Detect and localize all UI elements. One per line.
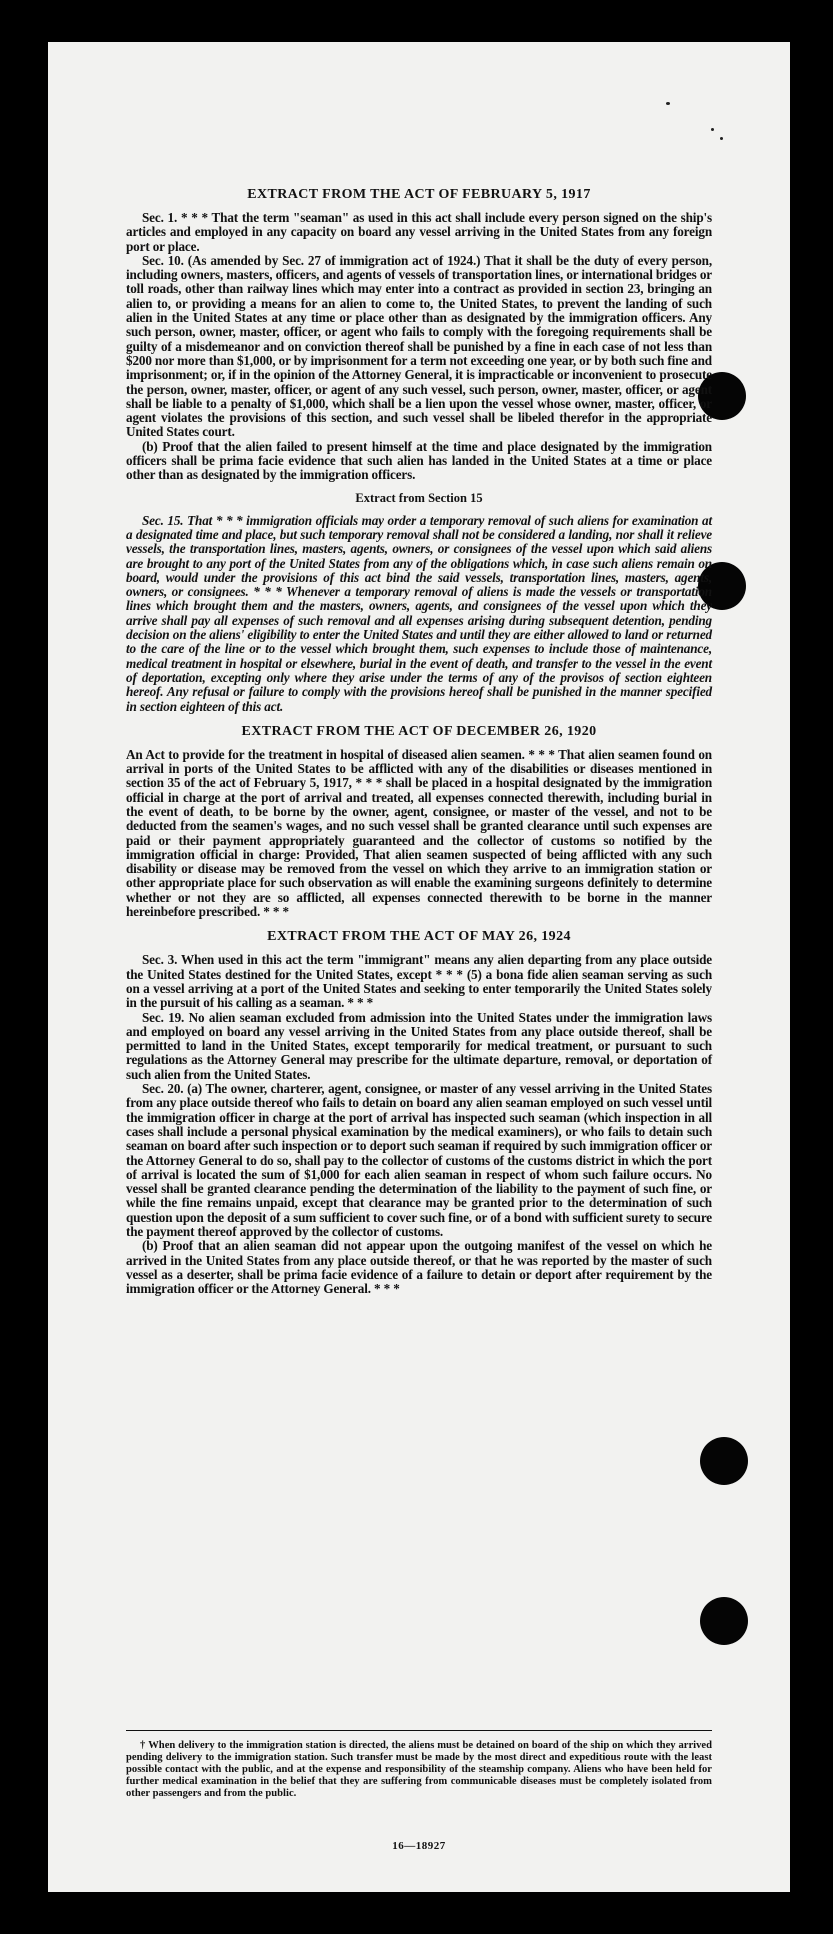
paragraph: (b) Proof that an alien seaman did not appear upon the outgoing manifest of the vessel on which he arrived in the United States from any place outside thereof, or that he was reported by the master of such vessel as a deserter, shall be prima facie evidence of a failure to detain or deport after requirement by the immigration officer or the Attorney General. * * * — [126, 1238, 712, 1297]
paragraph: Sec. 1. * * * That the term "seaman" as used in this act shall include every person signed on the ship's articles and employed in any capacity on board any vessel arriving in the United States from any foreign port or place. — [126, 210, 712, 254]
page-number: 16—18927 — [392, 1840, 446, 1852]
paragraph: An Act to provide for the treatment in hospital of diseased alien seamen. * * * That alien seamen found on arrival in ports of the United States to be afflicted with any of the disabilities or diseases mentioned in section 35 of the act of February 5, 1917, * * * shall be placed in a hospital designated by the immigration official in charge at the port of arrival and treated, all expenses connected therewith, including burial in the event of death, to be borne by the owner, agent, consignee, or master of the vessel, and not to be deducted from the seamen's wages, and no such vessel shall be granted clearance until such expenses are paid or their payment appropriately guaranteed and the collector of customs so notified by the immigration official in charge: Provided, That alien seamen suspected of being afflicted with any such disability or disease may be removed from the vessel on which they arrive to an immigration station or other appropriate place for such observation as will enable the examining surgeons definitely to determine whether or not they are so afflicted, all expenses connected therewith to be borne in the manner hereinbefore prescribed. * * * — [126, 746, 712, 920]
punch-hole-icon — [700, 1437, 748, 1485]
paragraph: Sec. 20. (a) The owner, charterer, agent, consignee, or master of any vessel arriving in the United States from any place outside thereof who fails to detain on board any alien seaman employed on such vessel until the immigration officer in charge at the port of arrival has inspected such seaman (which inspection in all cases shall include a personal physical examination by the medical examiners), or who fails to detain such seaman on board after such inspection or to deport such seaman if required by such immigration officer or the Attorney General to do so, shall pay to the collector of customs of the customs district in which the port of arrival is located the sum of $1,000 for each alien seaman in respect of whom such failure occurs. No vessel shall be granted clearance pending the determination of the liability to the payment of such fine, or while the fine remains unpaid, except that clearance may be granted prior to the determination of such question upon the deposit of a sum sufficient to cover such fine, or of a bond with sufficient surety to secure the payment thereof approved by the collector of customs. — [126, 1081, 712, 1239]
footnote: † When delivery to the immigration station is directed, the aliens must be detained on board of the ship on which they arrived pending delivery to the immigration station. Such transfer must be made by the most direct and expeditious route with the least possible contact with the public, and at the expense and responsibility of the steamship company. Aliens who have been held for further medical examination in the belief that they are suffering from communicable diseases must be completely isolated from other passengers and from the public. — [126, 1740, 712, 1799]
section-heading: EXTRACT FROM THE ACT OF MAY 26, 1924 — [267, 929, 571, 945]
punch-hole-icon — [700, 1597, 748, 1645]
paragraph: Sec. 3. When used in this act the term "immigrant" means any alien departing from any place outside the United States destined for the United States, except * * * (5) a bona fide alien seaman serving as such on a vessel arriving at a port of the United States and seeking to enter temporarily the United States solely in the pursuit of his calling as a seaman. * * * — [126, 952, 712, 1011]
paragraph: Sec. 19. No alien seaman excluded from admission into the United States under the immigration laws and employed on board any vessel arriving in the United States from any place outside thereof, shall be permitted to land in the United States, except temporarily for medical treatment, or pursuant to such regulations as the Attorney General may prescribe for the ultimate departure, removal, or deportation of such alien from the United States. — [126, 1009, 712, 1082]
section-heading: EXTRACT FROM THE ACT OF DECEMBER 26, 1920 — [241, 723, 597, 739]
section-subheading: Extract from Section 15 — [355, 490, 483, 505]
scan-speck — [711, 128, 714, 131]
paragraph: Sec. 10. (As amended by Sec. 27 of immigration act of 1924.) That it shall be the duty of every person, including owners, masters, officers, and agents of vessels of transportation lines, or international bridges or toll roads, other than railway lines which may enter into a contract as provided in section 23, bringing an alien to, or providing a means for an alien to come to, the United States, to prevent the landing of such alien in the United States at any time or place other than as designated by the immigration officers. Any such person, owner, master, officer, or agent who fails to comply with the foregoing requirements shall be guilty of a misdemeanor and on conviction thereof shall be punished by a fine in each case of not less than $200 nor more than $1,000, or by imprisonment for a term not exceeding one year, or by both such fine and imprisonment; or, if in the opinion of the Attorney General, it is impracticable or inconvenient to prosecute the person, owner, master, officer, or agent of any such vessel, such person, owner, master, officer, or agent shall be liable to a penalty of $1,000, which shall be a lien upon the vessel whose owner, master, officer, or agent violates the provisions of this section, and such vessel shall be libeled therefor in the appropriate United States court. — [126, 252, 712, 440]
section-heading: EXTRACT FROM THE ACT OF FEBRUARY 5, 1917 — [247, 187, 591, 202]
paragraph: Sec. 15. That * * * immigration officials may order a temporary removal of such aliens for examination at a designated time and place, but such temporary removal shall not be considered a landing, nor shall it relieve vessels, the transportation lines, masters, agents, owners, or consignees of the vessel upon which said aliens are brought to any port of the United States from any of the obligations which, in case such aliens remain on board, would under the provisions of this act bind the said vessels, transportation lines, masters, agents, owners, or consignees. * * * Whenever a temporary removal of aliens is made the vessels or transportation lines which brought them and the masters, owners, agents, and consignees of the vessel upon which they arrive shall pay all expenses of such removal and all expenses arising during subsequent detention, pending decision on the aliens' eligibility to enter the United States and until they are either allowed to land or returned to the care of the line or to the vessel which brought them, such expenses to include those of maintenance, medical treatment in hospital or elsewhere, burial in the event of death, and transfer to the vessel in the event of deportation, excepting only where they arise under the terms of any of the provisos of section eighteen hereof. Any refusal or failure to comply with the provisions hereof shall be punished in the manner specified in section eighteen of this act. — [126, 512, 712, 714]
scan-speck — [720, 137, 723, 140]
document-page — [48, 42, 790, 1892]
document-body — [126, 187, 712, 1296]
paragraph: (b) Proof that the alien failed to present himself at the time and place designated by the immigration officers shall be prima facie evidence that such alien has landed in the United States at a time or place other than as designated by the immigration officers. — [126, 438, 712, 483]
footnote-divider — [126, 1730, 712, 1731]
scan-speck — [666, 102, 670, 105]
